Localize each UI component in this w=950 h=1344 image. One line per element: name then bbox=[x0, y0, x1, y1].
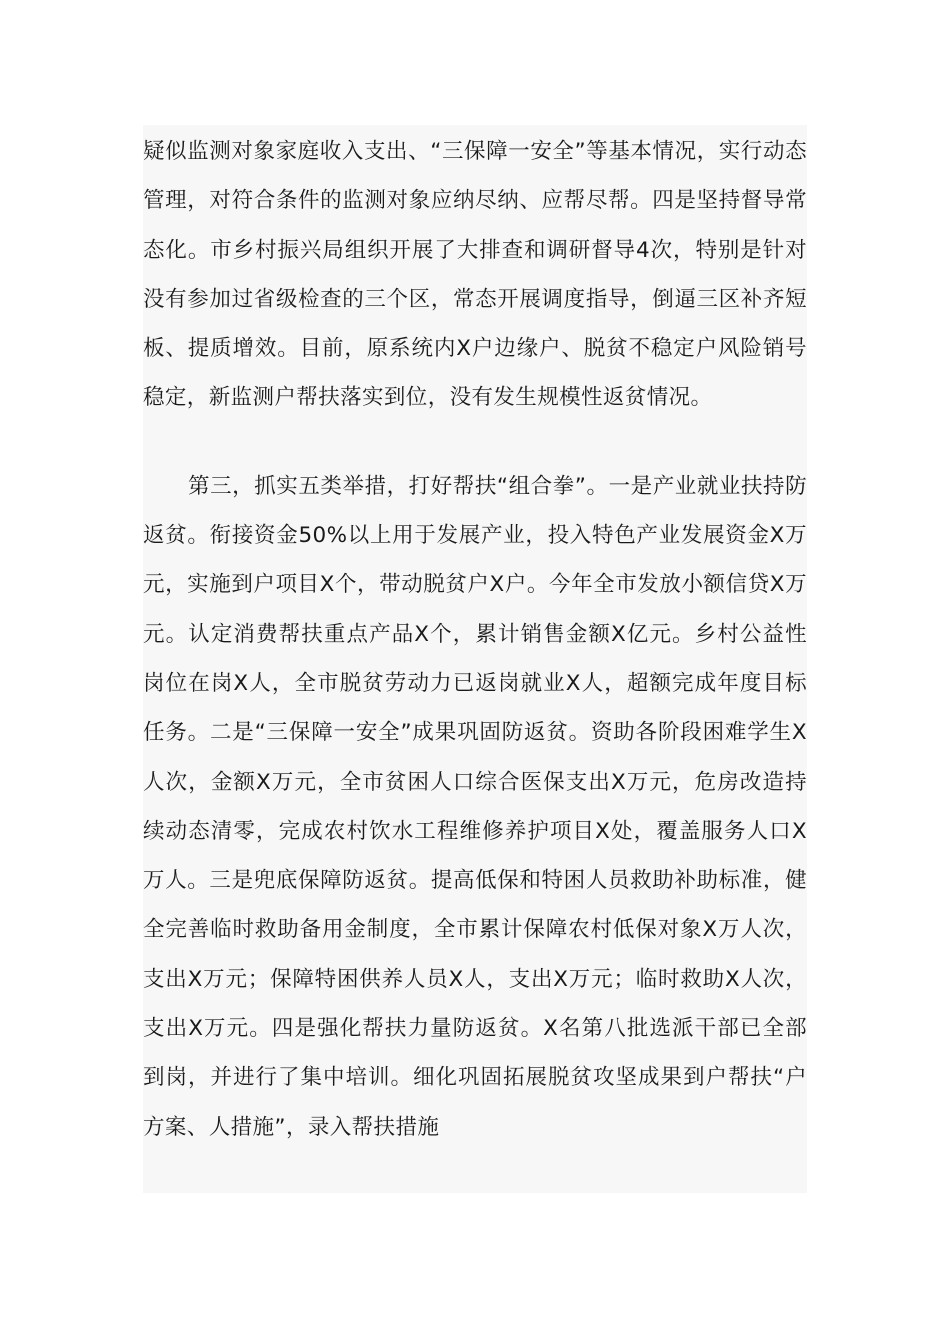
paragraph-monitoring: 疑似监测对象家庭收入支出、“三保障一安全”等基本情况，实行动态管理，对符合条件的监测对象应纳尽纳、应帮尽帮。四是坚持督导常态化。市乡村振兴局组织开展了大排查和调研督导4次，特别是针对没有参加过省级检查的三个区，常态开展调度指导，倒逼三区补齐短板、提质增效。目前，原系统内X户边缘户、脱贫不稳定户风险销号稳定，新监测户帮扶落实到位，没有发生规模性返贫情况。 bbox=[143, 139, 807, 411]
paragraph-measures: 第三，抓实五类举措，打好帮扶“组合拳”。一是产业就业扶持防返贫。衔接资金50%以上用于发展产业，投入特色产业发展资金X万元，实施到户项目X个，带动脱贫户X户。今年全市发放小额信贷X万元。认定消费帮扶重点产品X个，累计销售金额X亿元。乡村公益性岗位在岗X人，全市脱贫劳动力已返岗就业X人，超额完成年度目标任务。二是“三保障一安全”成果巩固防返贫。资助各阶段困难学生X人次，金额X万元，全市贫困人口综合医保支出X万元，危房改造持续动态清零，完成农村饮水工程维修养护项目X处，覆盖服务人口X万人。三是兜底保障防返贫。提高低保和特困人员救助补助标准，健全完善临时救助备用金制度，全市累计保障农村低保对象X万人次，支出X万元；保障特困供养人员X人，支出X万元；临时救助X人次，支出X万元。四是强化帮扶力量防返贫。X名第八批选派干部已全部到岗，并进行了集中培训。细化巩固拓展脱贫攻坚成果到户帮扶“户方案、人措施”，录入帮扶措施 bbox=[143, 473, 807, 1140]
document-body bbox=[143, 125, 807, 1193]
